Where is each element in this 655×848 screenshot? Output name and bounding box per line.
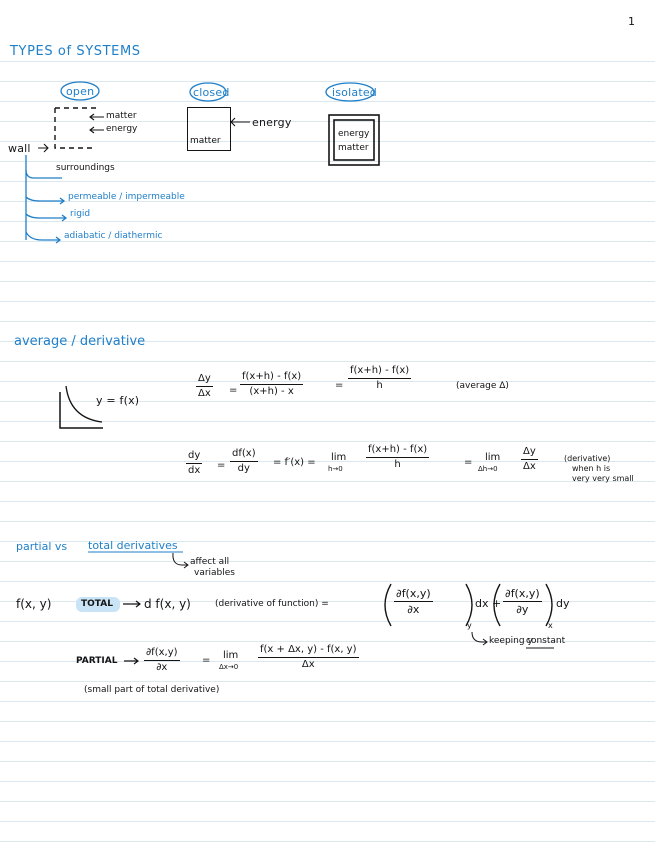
- closed-energy-label: energy: [252, 116, 292, 129]
- partial-title-b: total derivatives: [88, 539, 178, 552]
- deriv-mid-num: df(x): [232, 448, 256, 459]
- p-frac-num: f(x + Δx, y) - f(x, y): [260, 644, 357, 655]
- p-den: ∂x: [156, 662, 168, 674]
- open-energy-label: energy: [106, 124, 138, 134]
- deriv-frac2-den: Δx: [523, 461, 536, 473]
- branch-adiabatic: adiabatic / diathermic: [64, 231, 163, 241]
- avg-rhs-num: f(x+h) - f(x): [350, 365, 410, 376]
- affect-all-label: affect all: [190, 557, 230, 567]
- deriv-lim1-sub: h→0: [328, 465, 343, 473]
- isolated-outer-box: [329, 115, 379, 165]
- deriv-lhs-num: dy: [188, 450, 201, 461]
- deriv-frac2-num: Δy: [523, 446, 536, 457]
- t1-tail: dx +: [475, 597, 502, 610]
- isolated-energy-label: energy: [338, 129, 370, 139]
- p-lim: lim: [223, 650, 239, 661]
- t2-num: ∂f(x,y): [505, 587, 540, 600]
- total-desc: (derivative of function) =: [215, 599, 329, 609]
- deriv-lim1: lim: [331, 452, 347, 463]
- t1-num: ∂f(x,y): [396, 587, 431, 600]
- avg-rhs-fraction: [348, 366, 411, 391]
- page-number: 1: [628, 15, 635, 28]
- wall-label: wall: [8, 142, 31, 155]
- constant-label: constant: [526, 636, 566, 646]
- surroundings-label: surroundings: [56, 163, 115, 173]
- graph-function-label: y = f(x): [96, 394, 140, 407]
- open-matter-label: matter: [106, 111, 137, 121]
- total-term2-fraction: [503, 588, 542, 615]
- avg-mid-den: (x+h) - x: [249, 386, 294, 398]
- isolated-label: isolated: [332, 86, 377, 99]
- open-system-box: [55, 108, 96, 148]
- variables-label: variables: [194, 568, 235, 578]
- closed-inner-label: matter: [190, 136, 221, 146]
- deriv-mid-den: dy: [237, 463, 250, 475]
- deriv-frac-num: f(x+h) - f(x): [368, 444, 428, 455]
- open-label: open: [66, 85, 95, 98]
- partial-title-a: partial vs: [16, 540, 68, 553]
- p-num: ∂f(x,y): [146, 647, 178, 658]
- t2-den: ∂y: [516, 603, 529, 617]
- branch-permeable: permeable / impermeable: [68, 192, 185, 202]
- deriv-note-2: when h is: [572, 464, 611, 473]
- deriv-frac-den: h: [394, 459, 401, 471]
- deriv-note-1: (derivative): [564, 454, 611, 463]
- t1-sub: y: [467, 621, 472, 630]
- keeping-label: keeping y: [489, 636, 533, 646]
- avg-rhs-den: h: [376, 380, 383, 392]
- deriv-mid-fraction: [230, 449, 258, 474]
- partial-note: (small part of total derivative): [84, 685, 220, 695]
- p-frac-den: Δx: [301, 659, 315, 671]
- partial-limit-fraction: [258, 645, 359, 670]
- deriv-prime: = f′(x) =: [273, 457, 316, 468]
- deriv-delta-fraction: [521, 447, 538, 472]
- p-lim-sub: Δx→0: [219, 663, 239, 671]
- total-expr: d f(x, y): [144, 597, 191, 611]
- partial-tag: PARTIAL: [76, 656, 118, 666]
- deriv-limit-fraction: [366, 445, 429, 470]
- avg-lhs-num: Δy: [198, 373, 211, 384]
- fxy-label: f(x, y): [16, 597, 52, 611]
- avg-mid-fraction: [240, 372, 303, 397]
- avg-lhs-fraction: [196, 374, 213, 399]
- avg-mid-num: f(x+h) - f(x): [242, 371, 302, 382]
- total-term1-fraction: [394, 588, 433, 615]
- partial-lhs-fraction: [144, 648, 180, 673]
- closed-label: closed: [193, 86, 230, 99]
- isolated-inner-box: [334, 120, 374, 160]
- deriv-lim2: lim: [485, 452, 501, 463]
- deriv-lhs-den: dx: [188, 465, 201, 477]
- systems-title: TYPES of SYSTEMS: [10, 44, 141, 59]
- t1-den: ∂x: [407, 603, 420, 617]
- avg-lhs-den: Δx: [198, 388, 211, 400]
- deriv-note-3: very very small: [572, 474, 634, 483]
- t2-sub: x: [548, 621, 553, 630]
- avg-note: (average Δ): [456, 381, 509, 391]
- deriv-lhs-fraction: [186, 451, 202, 476]
- avgderiv-title: average / derivative: [14, 334, 146, 349]
- total-tag: TOTAL: [81, 599, 113, 609]
- branch-rigid: rigid: [70, 209, 91, 219]
- t2-tail: dy: [556, 597, 570, 610]
- deriv-lim2-sub: Δh→0: [478, 465, 498, 473]
- isolated-matter-label: matter: [338, 143, 369, 153]
